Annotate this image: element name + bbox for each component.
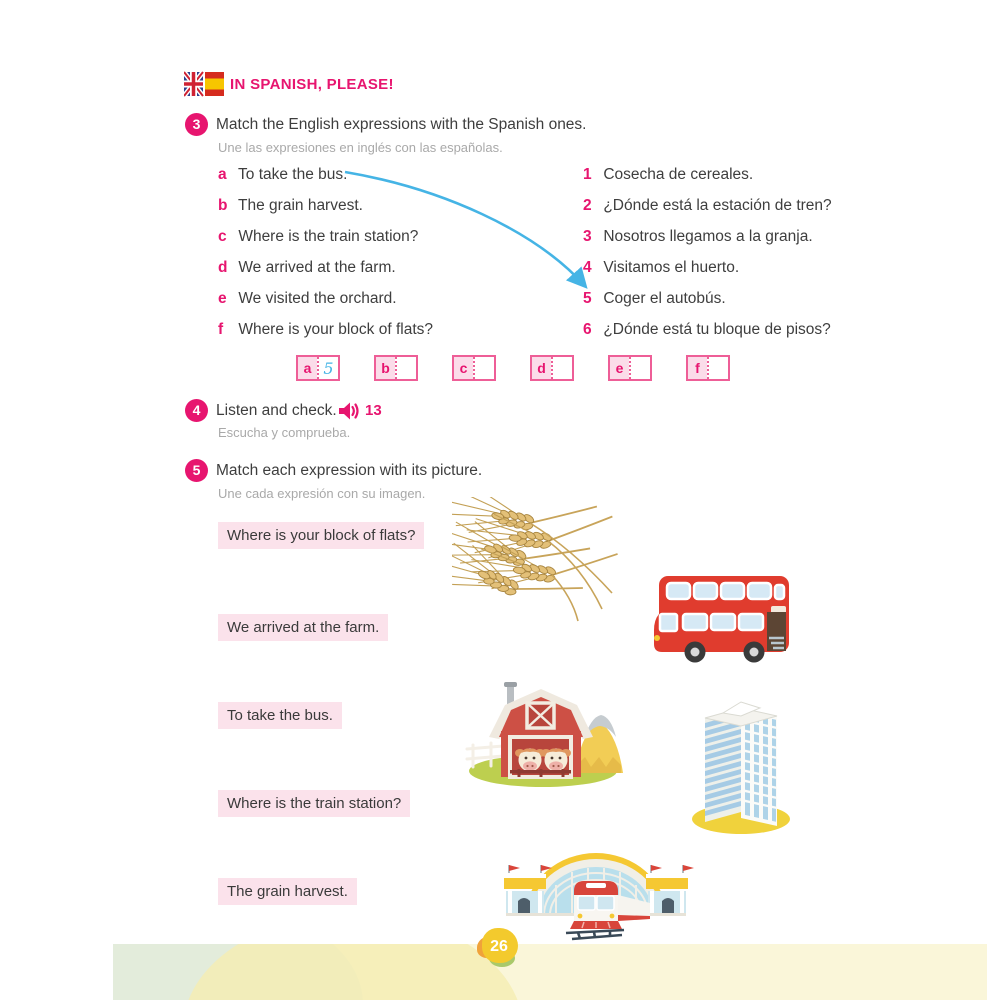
exercise3-number: 3	[185, 113, 208, 136]
item-text: Visitamos el huerto.	[603, 259, 740, 276]
item-letter: f	[218, 321, 224, 338]
footer-band	[113, 944, 987, 1000]
answer-box-letter: c	[454, 357, 473, 379]
english-item-f	[218, 321, 433, 343]
spanish-item-2	[583, 197, 832, 219]
answer-box-letter: f	[688, 357, 707, 379]
english-item-a	[218, 166, 347, 188]
exercise5-subtitle: Une cada expresión con su imagen.	[218, 486, 426, 501]
answer-box-answer[interactable]	[473, 357, 494, 379]
expression-label-grain-harvest: The grain harvest.	[218, 878, 357, 905]
wheat-sheaf-illustration	[452, 497, 630, 629]
item-text: Nosotros llegamos a la granja.	[603, 228, 813, 245]
item-text: ¿Dónde está tu bloque de pisos?	[603, 321, 831, 338]
item-text: Coger el autobús.	[603, 290, 726, 307]
page-number: 26	[490, 938, 508, 955]
item-number: 3	[583, 228, 592, 245]
expression-label-train-station: Where is the train station?	[218, 790, 410, 817]
item-text: ¿Dónde está la estación de tren?	[603, 197, 832, 214]
answer-box-answer[interactable]	[551, 357, 572, 379]
answer-box-letter: b	[376, 357, 395, 379]
exercise4-subtitle: Escucha y comprueba.	[218, 425, 351, 440]
footer-decoration-circle	[183, 944, 523, 1000]
spanish-item-3	[583, 228, 813, 250]
item-letter: a	[218, 166, 227, 183]
item-letter: d	[218, 259, 228, 276]
item-letter: c	[218, 228, 227, 245]
double-decker-bus-illustration	[650, 568, 798, 665]
answer-box-d	[530, 355, 574, 381]
spanish-item-6	[583, 321, 831, 343]
answer-box-b	[374, 355, 418, 381]
item-text: We visited the orchard.	[238, 290, 397, 307]
exercise3-subtitle: Une las expresiones en inglés con las españolas.	[218, 140, 503, 155]
answer-box-letter: e	[610, 357, 629, 379]
expression-label-take-bus: To take the bus.	[218, 702, 342, 729]
spanish-item-4	[583, 259, 739, 281]
item-text: Where is the train station?	[238, 228, 419, 245]
answer-boxes	[296, 355, 730, 381]
answer-box-answer[interactable]: 5	[317, 357, 338, 379]
item-number: 2	[583, 197, 592, 214]
expression-label-block-of-flats: Where is your block of flats?	[218, 522, 424, 549]
item-number: 1	[583, 166, 592, 183]
item-text: To take the bus.	[238, 166, 348, 183]
exercise4-title: Listen and check.	[216, 402, 337, 419]
skyscraper-illustration	[683, 686, 799, 836]
page-number-badge	[477, 927, 521, 969]
item-text: We arrived at the farm.	[238, 259, 396, 276]
answer-box-answer[interactable]	[707, 357, 728, 379]
item-number: 5	[583, 290, 592, 307]
answer-box-c	[452, 355, 496, 381]
answer-box-answer[interactable]	[395, 357, 416, 379]
item-number: 6	[583, 321, 592, 338]
farm-barn-illustration	[463, 665, 641, 793]
speaker-icon[interactable]	[338, 401, 360, 421]
answer-box-f	[686, 355, 730, 381]
answer-box-a	[296, 355, 340, 381]
answer-box-letter: a	[298, 357, 317, 379]
section-title: IN SPANISH, PLEASE!	[230, 76, 394, 93]
audio-track-number: 13	[365, 402, 382, 419]
exercise3-title: Match the English expressions with the Spanish ones.	[216, 116, 587, 133]
item-letter: e	[218, 290, 227, 307]
train-station-illustration	[498, 843, 694, 941]
item-letter: b	[218, 197, 228, 214]
match-arrow-a-to-5	[335, 160, 600, 300]
exercise5-title: Match each expression with its picture.	[216, 462, 483, 479]
spanish-item-1	[583, 166, 753, 188]
spanish-item-5	[583, 290, 726, 312]
item-text: The grain harvest.	[238, 197, 363, 214]
answer-box-e	[608, 355, 652, 381]
uk-spain-flags-icon	[184, 70, 224, 98]
item-text: Cosecha de cereales.	[603, 166, 754, 183]
exercise5-number: 5	[185, 459, 208, 482]
answer-box-answer[interactable]	[629, 357, 650, 379]
item-text: Where is your block of flats?	[238, 321, 434, 338]
answer-box-letter: d	[532, 357, 551, 379]
exercise4-number: 4	[185, 399, 208, 422]
expression-label-arrived-farm: We arrived at the farm.	[218, 614, 388, 641]
item-number: 4	[583, 259, 592, 276]
